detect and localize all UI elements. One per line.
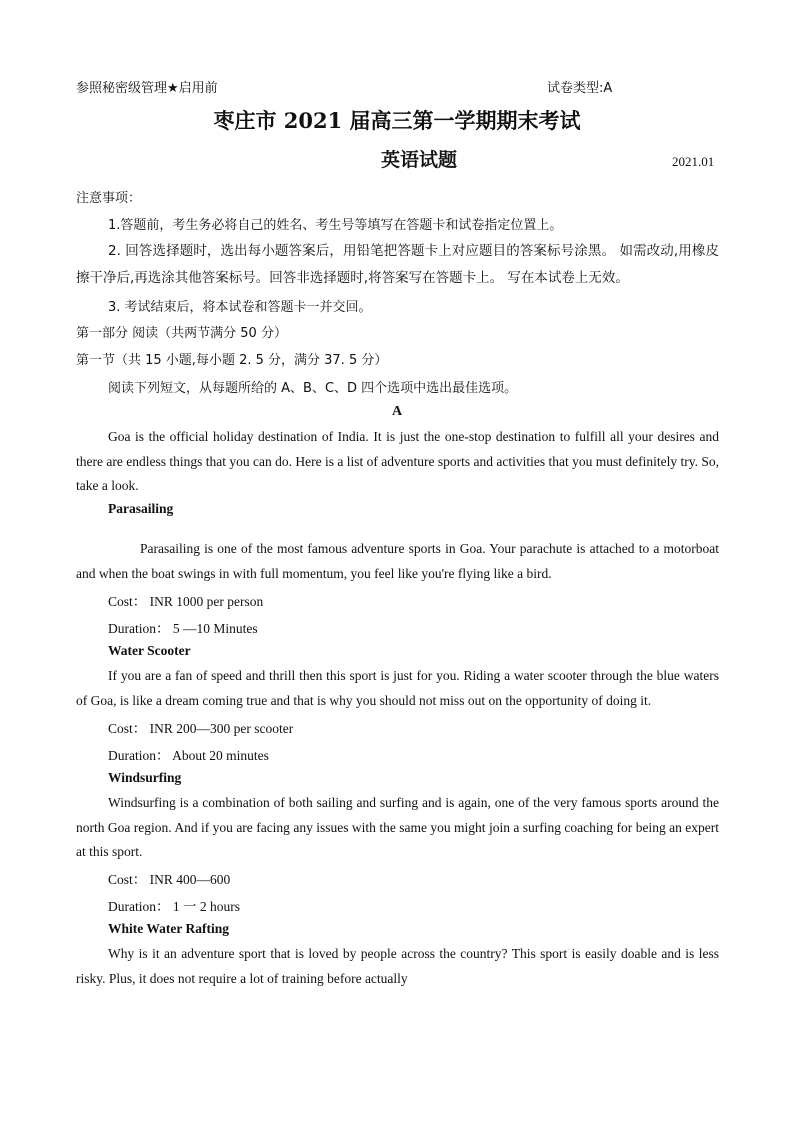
paper-type-label: 试卷类型:A [547, 81, 613, 96]
windsurfing-cost: Cost： INR 400—600 [108, 872, 231, 887]
parasailing-heading: Parasailing [108, 501, 174, 516]
water-scooter-duration: Duration： About 20 minutes [108, 748, 269, 763]
parasailing-cost: Cost： INR 1000 per person [108, 594, 264, 609]
instructions-heading: 注意事项： [76, 191, 142, 206]
exam-date: 2021.01 [672, 154, 715, 169]
instruction-item-3: 3. 考试结束后，将本试卷和答题卡一并交回。 [108, 300, 372, 315]
water-scooter-heading: Water Scooter [108, 643, 191, 658]
parasailing-text: Parasailing is one of the most famous adventure sports in Goa. Your parachute is attached to a motorboat and when the boat swings in with full momentum, you feel like you're flying like a bird. [76, 541, 719, 581]
exam-title: 枣庄市 2021 届高三第一学期期末考试 [213, 108, 581, 133]
reading-directions: 阅读下列短文，从每题所给的 A、B、C、D 四个选项中选出最佳选项。 [108, 381, 518, 396]
rafting-text: Why is it an adventure sport that is loved by people across the country? This sport is easily doable and is less risky. Plus, it does not require a lot of training before actually [76, 946, 719, 986]
instruction-item-2: 2. 回答选择题时，选出每小题答案后，用铅笔把答题卡上对应题目的答案标号涂黑。 如需改动,用橡皮擦干净后,再选涂其他答案标号。回答非选择题时,将答案写在答题卡上。 写在本试卷上无效。 [76, 243, 719, 286]
windsurfing-heading: Windsurfing [108, 770, 182, 785]
parasailing-duration: Duration： 5 —10 Minutes [108, 621, 258, 636]
windsurfing-duration: Duration： 1 一 2 hours [108, 899, 240, 914]
part-one-heading: 第一部分 阅读（共两节满分 50 分） [76, 326, 287, 341]
instruction-item-1: 1.答题前，考生务必将自己的姓名、考生号等填写在答题卡和试卷指定位置上。 [108, 218, 563, 233]
windsurfing-text: Windsurfing is a combination of both sailing and surfing and is again, one of the very famous sports around the north Goa region. And if you are facing any issues with the same you might join a surfing coaching for being an expert at this sport. [76, 795, 719, 859]
confidentiality-label: 参照秘密级管理★启用前 [76, 81, 218, 96]
water-scooter-text: If you are a fan of speed and thrill then this sport is just for you. Riding a water scooter through the blue waters of Goa, is like a dream coming true and that is why you should not miss out on the opportunity of doing it. [76, 668, 719, 708]
rafting-heading: White Water Rafting [108, 921, 229, 936]
passage-label: A [391, 404, 403, 419]
water-scooter-cost: Cost： INR 200—300 per scooter [108, 721, 294, 736]
section-one-heading: 第一节（共 15 小题,每小题 2. 5 分，满分 37. 5 分） [76, 353, 388, 368]
subject-title: 英语试题 [381, 149, 458, 171]
passage-intro: Goa is the official holiday destination of India. It is just the one-stop destination to fulfill all your desires and there are endless things that you can do. Here is a list of adventure sports and activities that you must definitely try. So, take a look. [76, 429, 719, 493]
